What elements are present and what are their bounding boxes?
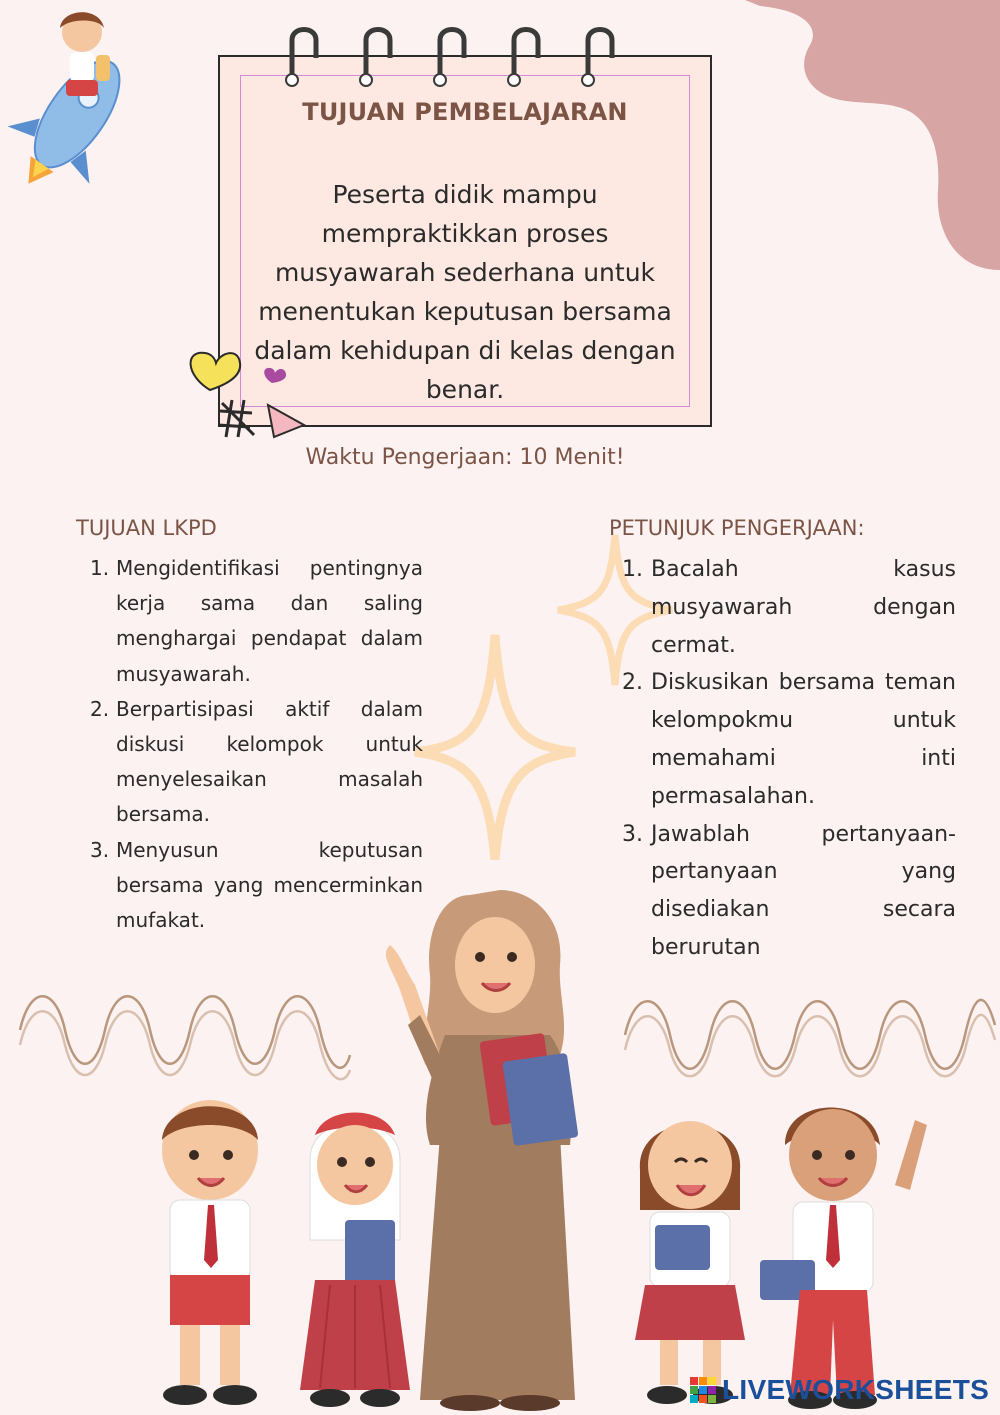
- student-illustration: [755, 1090, 935, 1410]
- liveworksheets-watermark: [690, 1373, 990, 1407]
- petunjuk-list: [622, 551, 956, 967]
- student-illustration: [615, 1100, 765, 1410]
- list-item: 1. Bacalah kasus musyawarah dengan cermat.: [622, 557, 956, 658]
- liveworksheets-logo-icon: [690, 1377, 716, 1403]
- card-objective-text: Peserta didik mampu mempraktikkan proses musyawarah sederhana untuk menentukan keputusan bersama dalam kehidupan di kelas dengan benar.: [254, 180, 676, 404]
- list-item: 3. Menyusun keputusan bersama yang mencerminkan mufakat.: [90, 837, 423, 933]
- list-item: 2. Berpartisipasi aktif dalam diskusi kelompok untuk menyelesaikan masalah bersama.: [90, 696, 423, 827]
- time-note: Waktu Pengerjaan: 10 Menit!: [305, 445, 625, 470]
- list-item: 2. Diskusikan bersama teman kelompokmu untuk memahami inti permasalahan.: [622, 670, 956, 809]
- pink-blob-decoration: [700, 0, 1000, 270]
- doodle-decorations: [180, 345, 310, 445]
- student-illustration: [270, 1090, 440, 1410]
- list-item: 1. Mengidentifikasi pentingnya kerja sama dan saling menghargai pendapat dalam musyawarah.: [90, 556, 423, 686]
- watermark-text: LIVEWORKSHEETS: [722, 1374, 990, 1405]
- student-illustration: [140, 1090, 280, 1410]
- petunjuk-title: PETUNJUK PENGERJAAN:: [609, 516, 865, 540]
- card-title: TUJUAN PEMBELAJARAN: [302, 98, 628, 126]
- heart-icon: [191, 353, 241, 390]
- triangle-icon: [268, 405, 304, 437]
- rocket-kid-illustration: [0, 0, 160, 200]
- hash-icon: [218, 400, 254, 437]
- lkpd-title: TUJUAN LKPD: [76, 516, 217, 540]
- small-heart-icon: [264, 368, 286, 383]
- list-item: 3. Jawablah pertanyaan-pertanyaan yang disediakan secara berurutan: [622, 821, 956, 960]
- binder-rings: [280, 18, 640, 98]
